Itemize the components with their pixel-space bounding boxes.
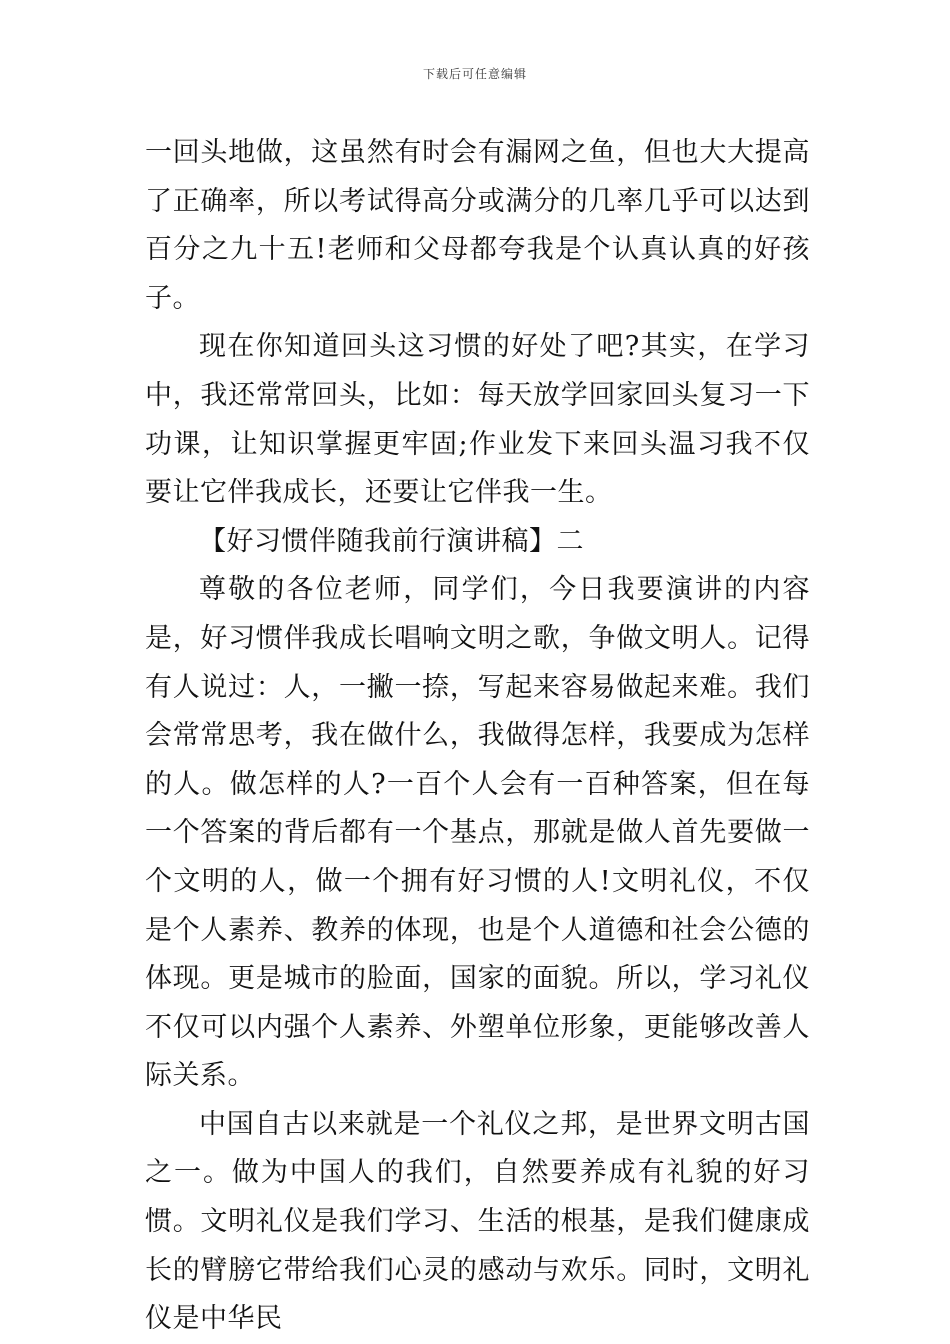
section-heading: 【好习惯伴随我前行演讲稿】二 [199,525,584,557]
paragraph-1: 一回头地做，这虽然有时会有漏网之鱼，但也大大提高了正确率，所以考试得高分或满分的几率几乎可以达到百分之九十五!老师和父母都夸我是个认真认真的好孩子。 [145,137,810,314]
paragraph-3: 尊敬的各位老师，同学们，今日我要演讲的内容是，好习惯伴我成长唱响文明之歌，争做文明人。记得有人说过：人，一撇一捺，写起来容易做起来难。我们会常常思考，我在做什么，我做得怎样，我要成为怎样的人。做怎样的人?一百个人会有一百种答案，但在每一个答案的背后都有一个基点，那就是做人首先要做一个文明的人，做一个拥有好习惯的人!文明礼仪，不仅是个人素养、教养的体现，也是个人道德和社会公德的体现。更是城市的脸面，国家的面貌。所以，学习礼仪不仅可以内强个人素养、外塑单位形象，更能够改善人际关系。 [145,574,810,1092]
paragraph-2: 现在你知道回头这习惯的好处了吧?其实，在学习中，我还常常回头，比如：每天放学回家回头复习一下功课，让知识掌握更牢固;作业发下来回头温习我不仅要让它伴我成长，还要让它伴我一生。 [145,331,810,509]
page-header-note: 下载后可任意编辑 [422,67,527,81]
paragraph-4: 中国自古以来就是一个礼仪之邦，是世界文明古国之一。做为中国人的我们，自然要养成有礼貌的好习惯。文明礼仪是我们学习、生活的根基，是我们健康成长的臂膀它带给我们心灵的感动与欢乐。同时，文明礼仪是中华民 [145,1108,810,1335]
document-body [145,129,810,1344]
